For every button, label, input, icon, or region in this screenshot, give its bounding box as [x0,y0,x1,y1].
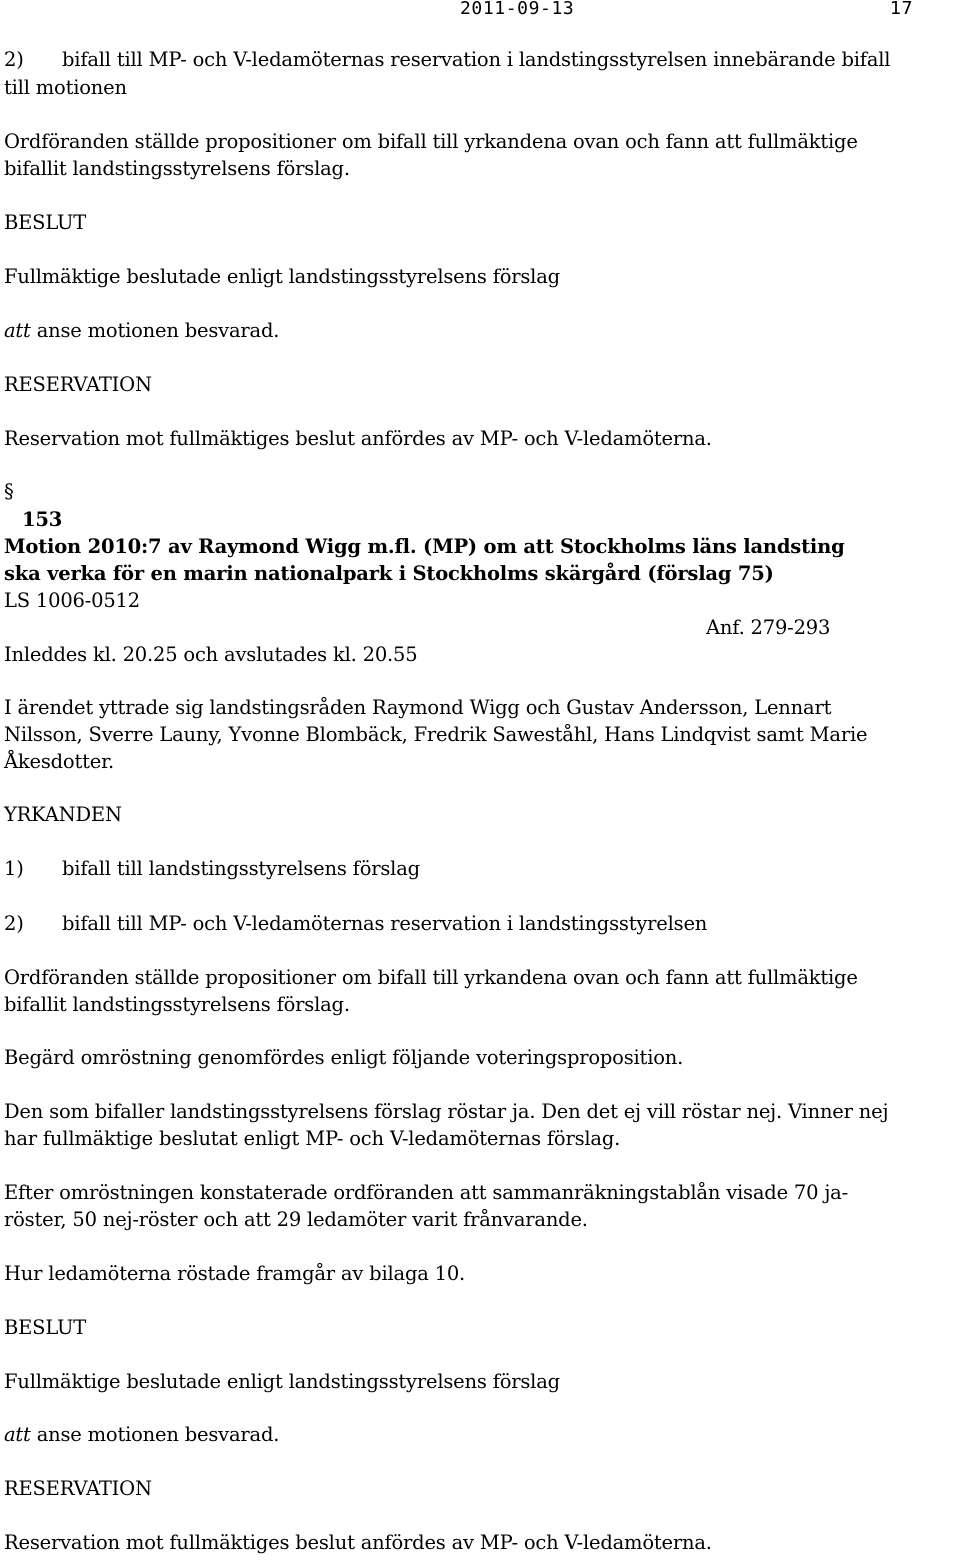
list-item-text: till motionen [4,76,127,99]
list-item-text: bifall till landstingsstyrelsens förslag [62,857,420,880]
section-heading: RESERVATION [4,1477,152,1500]
section-heading: BESLUT [4,1316,87,1339]
paragraph [4,319,279,342]
speech-reference: Anf. 279-293 [706,616,831,639]
paragraph: Reservation mot fullmäktiges beslut anfördes av MP- och V-ledamöterna. [4,427,712,450]
paragraph: Fullmäktige beslutade enligt landstingsstyrelsens förslag [4,265,560,288]
paragraph: bifallit landstingsstyrelsens förslag. [4,157,350,180]
paragraph [4,1423,279,1446]
case-reference: LS 1006-0512 [4,589,140,612]
paragraph: Fullmäktige beslutade enligt landstingsstyrelsens förslag [4,1370,560,1393]
att-text: anse motionen besvarad. [36,319,280,342]
time-info: Inleddes kl. 20.25 och avslutades kl. 20.55 [4,643,418,666]
paragraph: har fullmäktige beslutat enligt MP- och V-ledamöternas förslag. [4,1127,621,1150]
paragraph: röster, 50 nej-röster och att 29 ledamöter varit frånvarande. [4,1208,588,1231]
list-item-text: bifall till MP- och V-ledamöternas reservation i landstingsstyrelsen innebärande bifall [62,48,891,71]
paragraph: Ordföranden ställde propositioner om bifall till yrkandena ovan och fann att fullmäktige [4,966,858,989]
paragraph: Den som bifaller landstingsstyrelsens förslag röstar ja. Den det ej vill röstar nej. Vinner nej [4,1100,889,1123]
section-heading: YRKANDEN [4,803,122,826]
paragraph: Åkesdotter. [4,750,115,773]
section-number [4,480,14,503]
list-item-text: bifall till MP- och V-ledamöternas reservation i landstingsstyrelsen [62,912,708,935]
section-title: ska verka för en marin nationalpark i Stockholms skärgård (förslag 75) [4,562,774,585]
att-word: att [4,1423,31,1446]
paragraph: Begärd omröstning genomfördes enligt följande voteringsproposition. [4,1046,684,1069]
document-date: 2011-09-13 [460,0,575,19]
list-item [4,48,24,71]
section-number-value: 153 [22,508,63,531]
section-heading: RESERVATION [4,373,152,396]
paragraph-sign: § [4,480,14,503]
section-title: Motion 2010:7 av Raymond Wigg m.fl. (MP) om att Stockholms läns landsting [4,535,845,558]
section-heading: BESLUT [4,211,87,234]
paragraph: Efter omröstningen konstaterade ordföranden att sammanräkningstablån visade 70 ja- [4,1181,848,1204]
list-item-number: 1) [4,857,24,880]
att-text: anse motionen besvarad. [36,1423,280,1446]
page-number: 17 [890,0,913,19]
paragraph: Ordföranden ställde propositioner om bifall till yrkandena ovan och fann att fullmäktige [4,130,858,153]
paragraph: Reservation mot fullmäktiges beslut anfördes av MP- och V-ledamöterna. [4,1531,712,1554]
paragraph: Hur ledamöterna röstade framgår av bilaga 10. [4,1262,466,1285]
paragraph: bifallit landstingsstyrelsens förslag. [4,993,350,1016]
list-item-number: 2) [4,48,24,71]
list-item-number: 2) [4,912,24,935]
paragraph: I ärendet yttrade sig landstingsråden Raymond Wigg och Gustav Andersson, Lennart [4,696,832,719]
paragraph: Nilsson, Sverre Launy, Yvonne Blombäck, Fredrik Saweståhl, Hans Lindqvist samt Marie [4,723,868,746]
att-word: att [4,319,31,342]
